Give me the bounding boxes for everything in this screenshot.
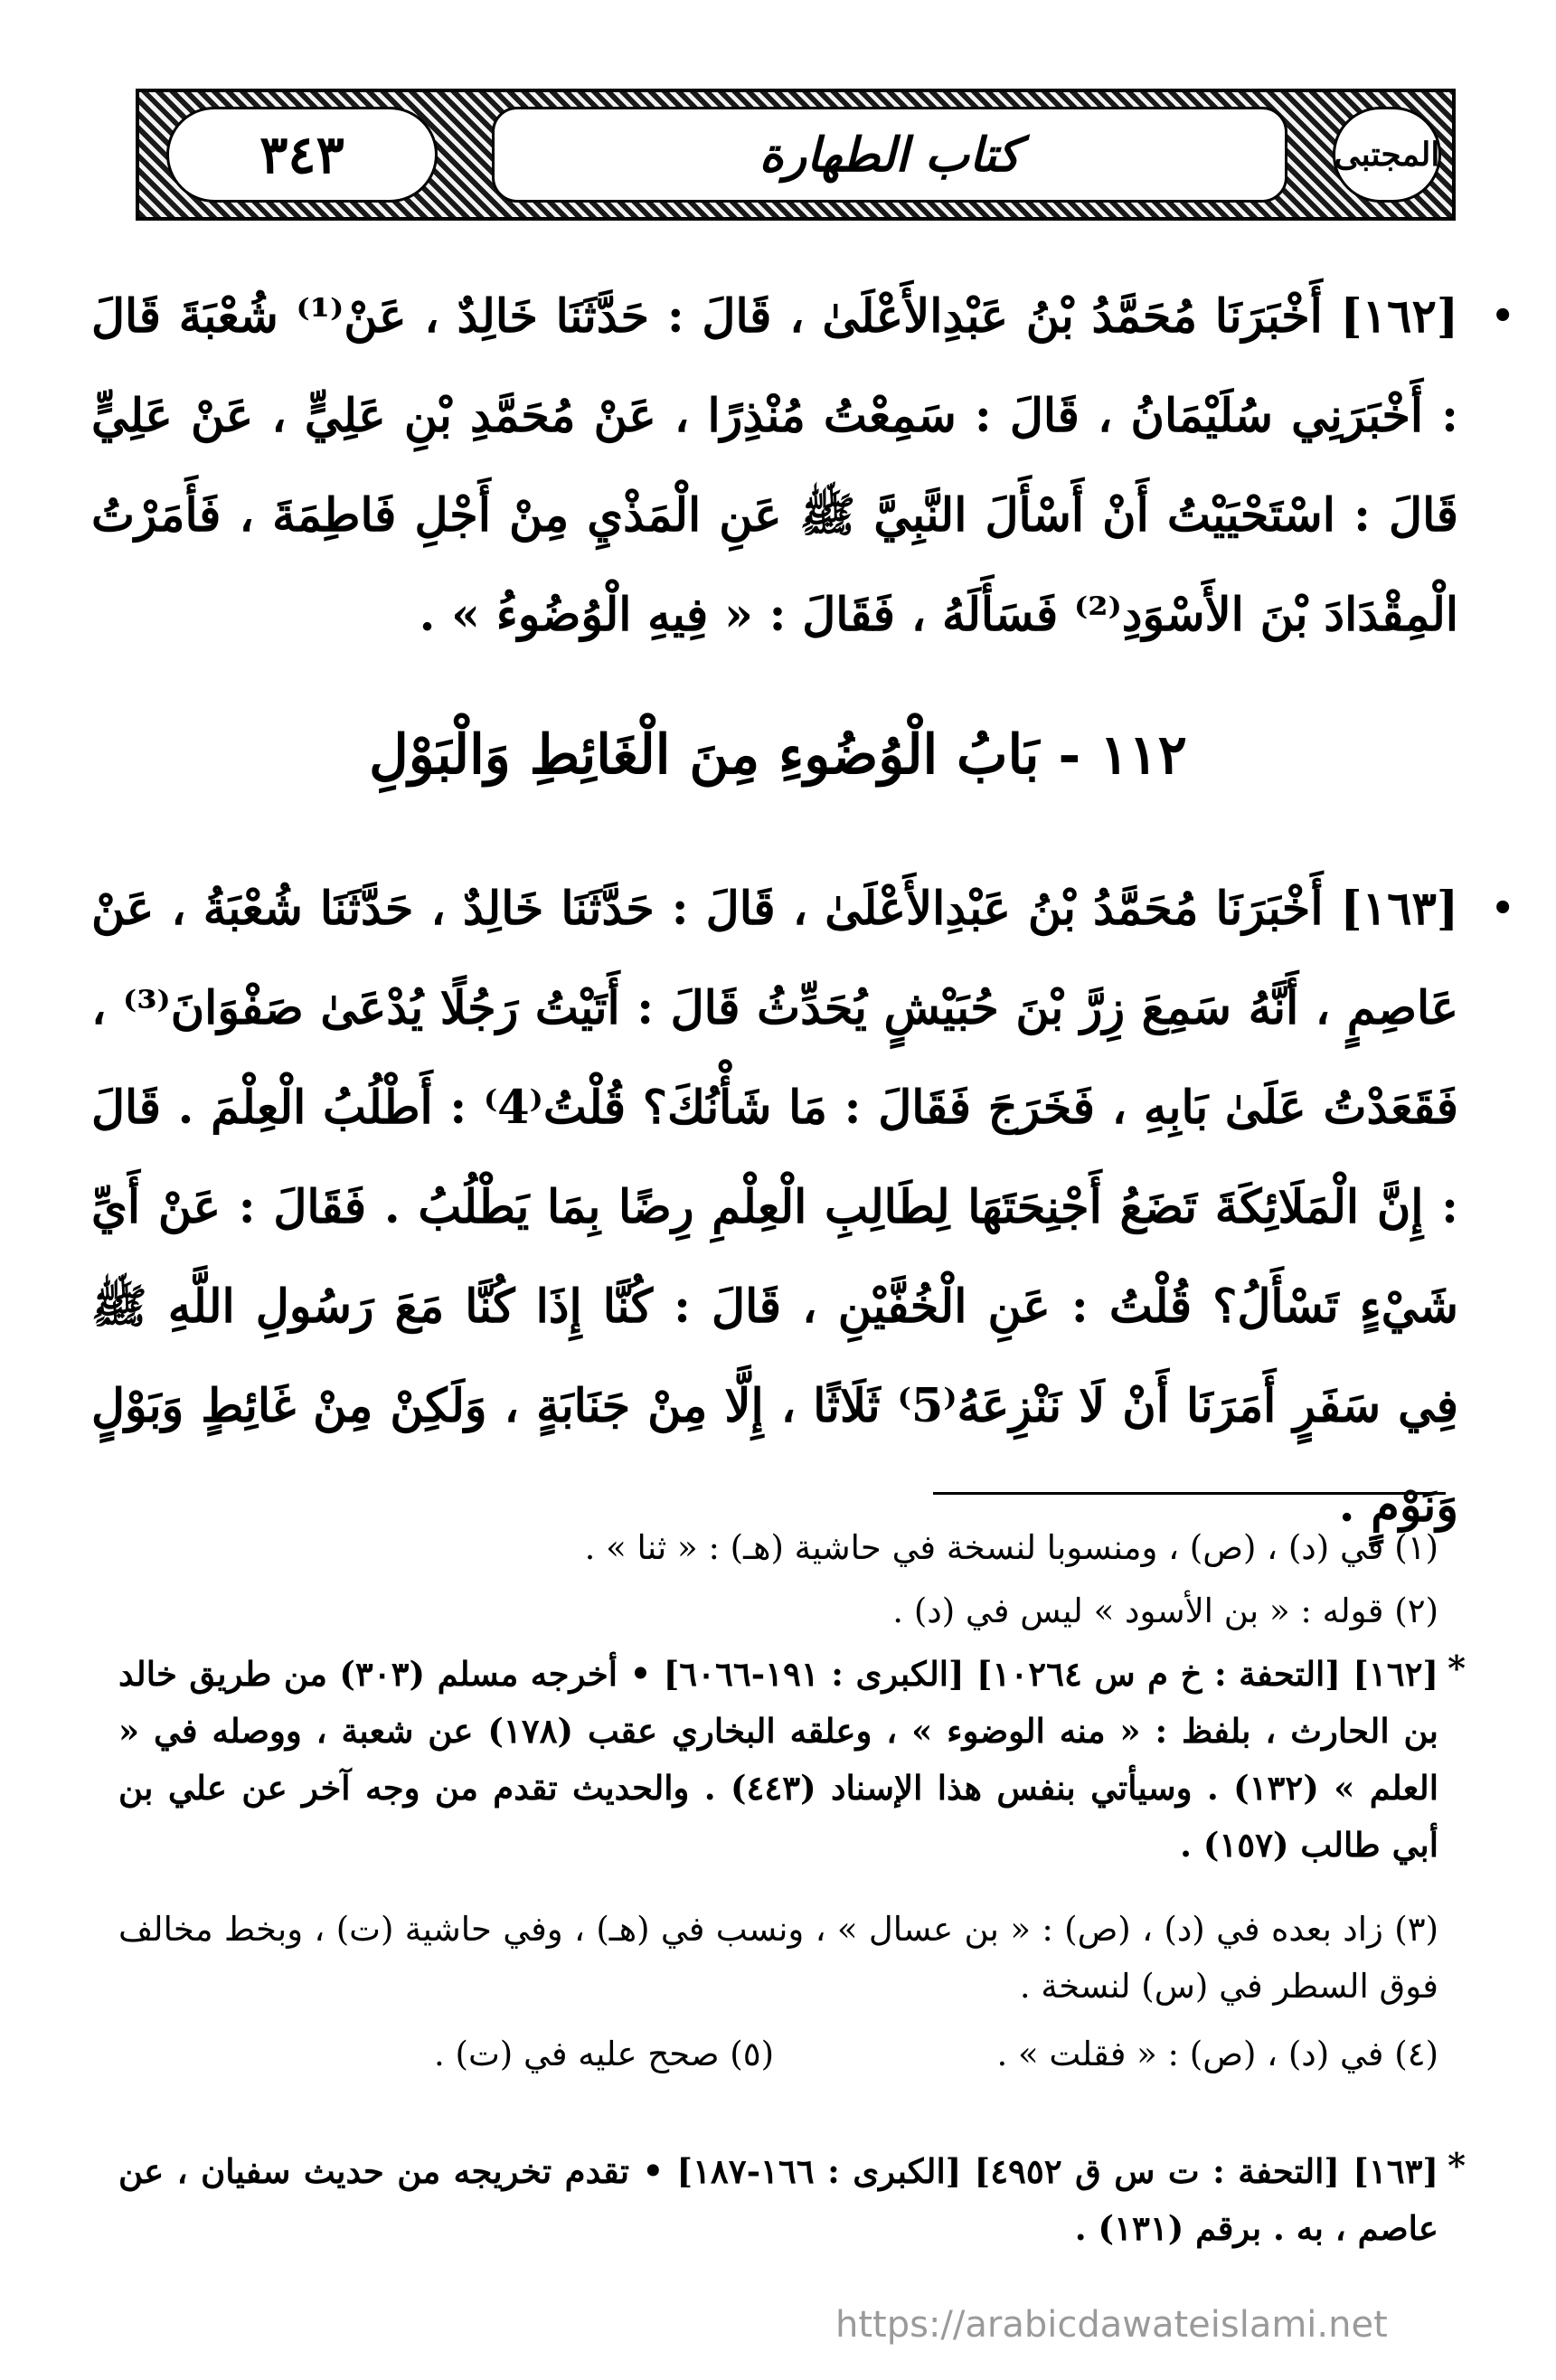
takhrij-163: [١٦٣] [التحفة : ت س ق ٤٩٥٢] [الكبرى : ١٦٦-١٨٧] • تقدم تخريجه من حديث سفيان ، عن عاصم ، به . برقم (١٣١) . [118, 2151, 1438, 2248]
star-icon: * [1448, 1648, 1466, 1688]
footnote-5: (٥) صحح عليه في (ت) . [434, 2035, 775, 2073]
bullet-icon: • [1491, 295, 1514, 337]
footnote-divider [933, 1492, 1446, 1495]
series-emblem: المجتبى [1333, 107, 1441, 203]
page-header-banner [136, 89, 1456, 221]
chapter-heading: ١١٢ - بَابُ الْوُضُوءِ مِنَ الْغَائِطِ وَالْبَوْلِ [369, 723, 1187, 787]
star-icon: * [1448, 2145, 1466, 2186]
book-title: كتاب الطهارة [492, 107, 1287, 203]
takhrij-162: [١٦٢] [التحفة : خ م س ١٠٢٦٤] [الكبرى : ١٩١-٦٠٦٦] • أخرجه مسلم (٣٠٣) من طريق خالد بن الحارث ، بلفظ : « منه الوضوء » ، وعلقه البخاري عقب (١٧٨) عن شعبة ، ووصله في « العلم » (١٣٢) . وسيأتي بنفس هذا الإسناد (٤٤٣) . والحديث تقدم من وجه آخر عن علي بن أبي طالب (١٥٧) . [118, 1654, 1438, 1865]
watermark-url: https://arabicdawateislami.net [835, 2304, 1388, 2346]
footnote-4: (٤) في (د) ، (ص) : « فقلت » . [996, 2035, 1438, 2073]
footnote-1: (١) في (د) ، (ص) ، ومنسوبا لنسخة في حاشية (هـ) : « ثنا » . [584, 1528, 1438, 1567]
bullet-icon: • [1491, 887, 1514, 930]
page-number: ٣٤٣ [166, 107, 438, 203]
hadith-162-text: [١٦٢] أَخْبَرَنَا مُحَمَّدُ بْنُ عَبْدِالأَعْلَىٰ ، قَالَ : حَدَّثَنَا خَالِدٌ ، عَنْ⁽¹⁾ شُعْبَةَ قَالَ : أَخْبَرَنِي سُلَيْمَانُ ، قَالَ : سَمِعْتُ مُنْذِرًا ، عَنْ مُحَمَّدِ بْنِ عَلِيٍّ ، عَنْ عَلِيٍّ قَالَ : اسْتَحْيَيْتُ أَنْ أَسْأَلَ النَّبِيَّ ﷺ عَنِ الْمَذْيِ مِنْ أَجْلِ فَاطِمَةَ ، فَأَمَرْتُ الْمِقْدَادَ بْنَ الأَسْوَدِ⁽²⁾ فَسَأَلَهُ ، فَقَالَ : « فِيهِ الْوُضُوءُ » . [91, 289, 1458, 642]
hadith-162 [91, 267, 1514, 665]
footnote-2: (٢) قوله : « بن الأسود » ليس في (د) . [892, 1591, 1438, 1630]
hadith-163-text: [١٦٣] أَخْبَرَنَا مُحَمَّدُ بْنُ عَبْدِالأَعْلَىٰ ، قَالَ : حَدَّثَنَا خَالِدٌ ، حَدَّثَنَا شُعْبَةُ ، عَنْ عَاصِمٍ ، أَنَّهُ سَمِعَ زِرَّ بْنَ حُبَيْشٍ يُحَدِّثُ قَالَ : أَتَيْتُ رَجُلًا يُدْعَىٰ صَفْوَانَ⁽³⁾ ، فَقَعَدْتُ عَلَىٰ بَابِهِ ، فَخَرَجَ فَقَالَ : مَا شَأْنُكَ؟ قُلْتُ⁽4⁾ : أَطْلُبُ الْعِلْمَ . قَالَ : إِنَّ الْمَلَائِكَةَ تَضَعُ أَجْنِحَتَهَا لِطَالِبِ الْعِلْمِ رِضًا بِمَا يَطْلُبُ . فَقَالَ : عَنْ أَيِّ شَيْءٍ تَسْأَلُ؟ قُلْتُ : عَنِ الْخُفَّيْنِ ، قَالَ : كُنَّا إِذَا كُنَّا مَعَ رَسُولِ اللَّهِ ﷺ فِي سَفَرٍ أَمَرَنَا أَنْ لَا نَنْزِعَهُ⁽5⁾ ثَلَاثًا ، إِلَّا مِنْ جَنَابَةٍ ، وَلَكِنْ مِنْ غَائِطٍ وَبَوْلٍ وَنَوْمٍ . [91, 882, 1459, 1533]
hadith-163 [91, 859, 1514, 1555]
footnote-3: (٣) زاد بعده في (د) ، (ص) : « بن عسال » ، ونسب في (هـ) ، وفي حاشية (ت) ، وبخط مخالف فوق السطر في (س) لنسخة . [118, 1910, 1438, 2006]
